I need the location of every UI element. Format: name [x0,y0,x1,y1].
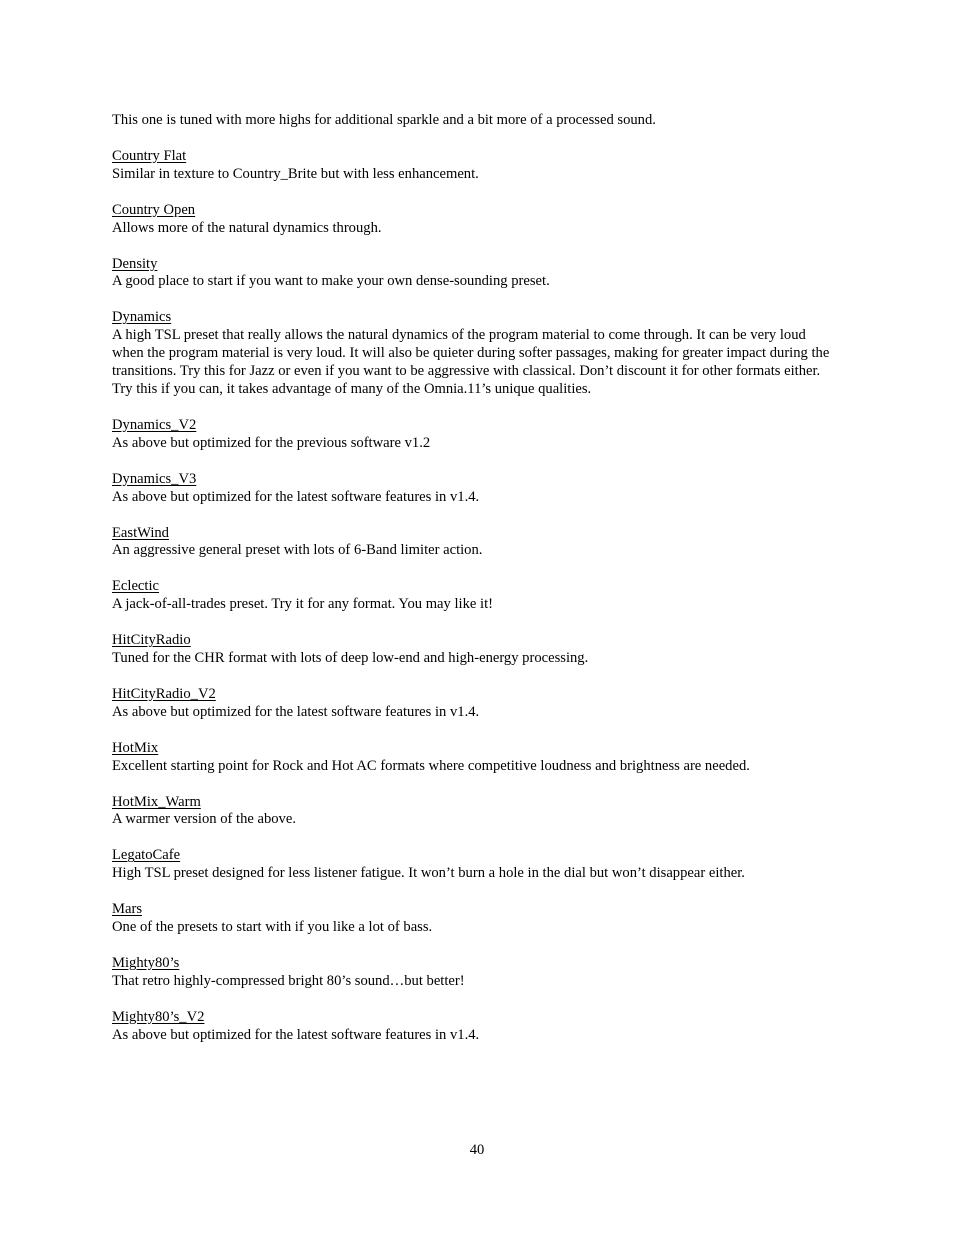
preset-description: An aggressive general preset with lots of 6-Band limiter action. [112,542,483,559]
preset-name: Dynamics_V2 [112,416,197,433]
preset-entry [112,417,837,453]
preset-name: HotMix [112,739,159,756]
preset-name: HotMix_Warm [112,793,201,810]
preset-entry [112,740,837,776]
preset-description: High TSL preset designed for less listener fatigue. It won’t burn a hole in the dial but won’t disappear either. [112,865,745,882]
preset-description: As above but optimized for the latest software features in v1.4. [112,488,480,505]
preset-description: A good place to start if you want to make your own dense-sounding preset. [112,273,550,290]
preset-description: As above but optimized for the latest software features in v1.4. [112,703,480,720]
preset-description: Tuned for the CHR format with lots of deep low-end and high-energy processing. [112,650,589,667]
preset-name: Density [112,255,158,272]
preset-description: A jack-of-all-trades preset. Try it for any format. You may like it! [112,596,493,613]
page-number: 40 [469,1142,485,1158]
preset-entry [112,148,837,184]
preset-name: Mighty80’s [112,955,180,971]
preset-name: EastWind [112,524,169,541]
preset-description: That retro highly-compressed bright 80’s sound…but better! [112,972,465,989]
preset-entry [112,256,837,292]
preset-name: Eclectic [112,578,159,595]
preset-name: Country Open [112,201,196,218]
preset-description: As above but optimized for the previous software v1.2 [112,434,431,451]
preset-name: Mighty80’s_V2 [112,1008,205,1025]
preset-description: A warmer version of the above. [112,811,296,828]
preset-name: HitCityRadio_V2 [112,685,216,702]
preset-description: Excellent starting point for Rock and Hot AC formats where competitive loudness and brightness are needed. [112,757,750,774]
preset-entry [112,202,837,238]
preset-entry [112,578,837,614]
preset-name: LegatoCafe [112,847,181,864]
preset-entry [112,309,837,399]
preset-name: HitCityRadio [112,632,191,649]
preset-description: A high TSL preset that really allows the natural dynamics of the program material to come through. It can be very loud when the program material is very loud. It will also be quieter during softer passages, making for greater impact during the transitions. Try this for Jazz or even if you want to be aggressive with classical. Don’t discount it for other formats either. Try this if you can, it takes advantage of many of the Omnia.11’s unique qualities. [112,327,830,397]
preset-name: Dynamics_V3 [112,470,197,487]
preset-description: Allows more of the natural dynamics through. [112,219,382,236]
preset-description: As above but optimized for the latest software features in v1.4. [112,1026,480,1043]
preset-entry [112,955,837,991]
preset-entry [112,1009,837,1045]
document-page [112,112,837,1063]
preset-entry [112,794,837,830]
preset-name: Dynamics [112,309,172,326]
preset-entry [112,686,837,722]
intro-paragraph: This one is tuned with more highs for additional sparkle and a bit more of a processed sound. [112,112,656,128]
preset-entry [112,471,837,507]
preset-name: Country Flat [112,147,187,164]
preset-description: One of the presets to start with if you like a lot of bass. [112,919,433,936]
preset-entry [112,847,837,883]
preset-description: Similar in texture to Country_Brite but with less enhancement. [112,165,479,182]
preset-entry [112,901,837,937]
preset-name: Mars [112,901,142,918]
preset-entry [112,525,837,561]
preset-entry [112,632,837,668]
